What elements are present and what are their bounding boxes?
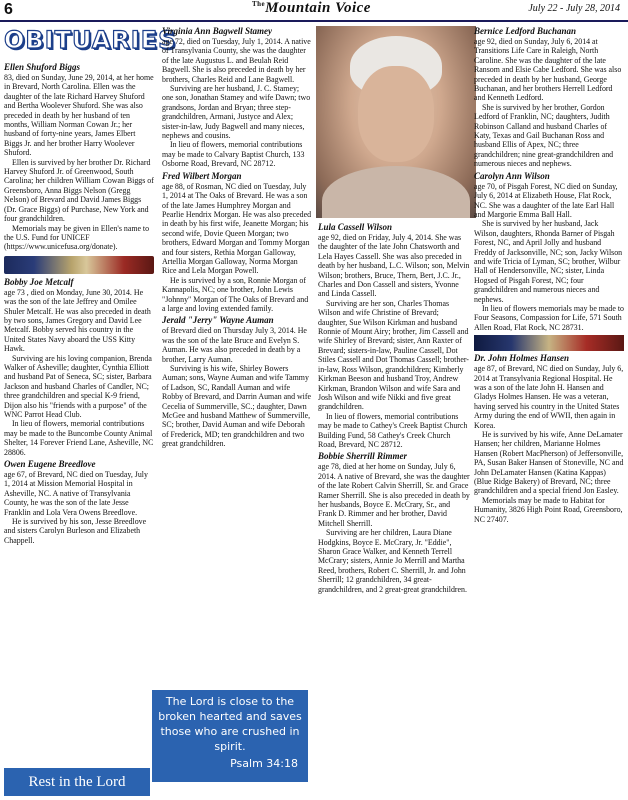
obit-text: Surviving are his loving companion, Brenda Walker of Asheville; daughter, Cynthia Elliott and husband Pat of Seneca, SC; sister, Barbara Jackson and husband Charles of Candler, NC; three grandchildren and special K-9 friend, Dijon also his "friends with a purpose" of the WNC Parrot Head Club. xyxy=(4,353,152,419)
rest-in-the-lord-banner: Rest in the Lord xyxy=(4,768,150,796)
scripture-text: The Lord is close to the broken hearted and saves those who are crushed in spirit. xyxy=(158,695,302,753)
flag-image xyxy=(4,256,154,274)
page-number: 6 xyxy=(4,1,13,18)
masthead-prefix: The xyxy=(252,0,266,8)
masthead-title: Mountain Voice xyxy=(265,0,371,16)
obit-text: In lieu of flowers, memorial contributions may be made to the Buncombe County Animal Shelter, 14 Forever Friend Lane, Asheville, NC 28806. xyxy=(4,419,154,457)
obit-text: She is survived by her brother, Gordon Ledford of Franklin, NC; daughters, Judith Robinson Calland and husband Charles of Katy, Texas and Gail Buchanan Ross and husband Ellis of Apex, NC; three grandchildren; nine great-grandchildren and numerous nieces and nephews. xyxy=(474,102,614,169)
obit-name: Bernice Ledford Buchanan xyxy=(474,26,577,36)
flag-image xyxy=(474,335,624,351)
obit-text: Memorials may be given in Ellen's name to the U.S. Fund for UNICEF (https://www.unicefusa.org/donate). xyxy=(4,223,150,252)
obit-text: age 88, of Rosman, NC died on Tuesday, July 1, 2014 at The Oaks of Brevard. He was a son of the late James Humphrey Morgan and Pearlie Hendrix Morgan. He was also preceded in death by his first wife, Jeanette Morgan; his second wife, Dovie Queen Morgan; two brothers, Edward Morgan and Tommy Morgan and four sisters, Rethia Morgan Galloway, Artellia Morgan Galloway, Norma Morgan Rice and Lela Morgan Powell. xyxy=(162,181,312,276)
obit-name: Fred Wilbert Morgan xyxy=(162,170,242,181)
obit-name: Ellen Shuford Biggs xyxy=(4,62,81,72)
column-4 xyxy=(474,24,624,524)
obit-text: age 73 , died on Monday, June 30, 2014. He was the son of the late Jeffrey and Omilee Shuler Metcalf. He was also preceded in death by two sons, James Gregory and David Lee Metcalf. Bobby served his country in the United States Navy aboard the USS Kitty Hawk. xyxy=(4,287,151,354)
obit-text: Surviving are her husband, J. C. Stamey; one son, Jonathan Stamey and wife Dawn; two grandsons, Jordan and Bryan; three step-grandchildren, Armani, Justyce and Alex; sister-in-law, Judy Bagwell and many nieces, nephews and cousins. xyxy=(162,84,311,141)
obit-text: Surviving are her children, Laura Diane Hodgkins, Boyce E. McCrary, Jr. "Eddie", Sharon Grace Walker, and Kenneth Terrell McCrary; sisters, Annie Jo Merrill and Martha Reed, brothers, Robert C. Sherrill, Jr. and John Sherrill; 12 grandchildren, 34 great-grandchildren, and 2 great-great grandchildren. xyxy=(318,528,467,594)
photo-caption: Lula Cassell Wilson xyxy=(318,222,393,232)
issue-date: July 22 - July 28, 2014 xyxy=(528,3,620,14)
obit-text: He is survived by his son, Jesse Breedlove and sisters Carolyn Burleson and Elizabeth Chappell. xyxy=(4,517,147,545)
obit-text: Surviving are her son, Charles Thomas Wilson and wife Christine of Brevard; daughter, Sue Wilson Kirkman and husband Ronnie of Mount Airy; brother, Jim Cassell and wife Shirley of Brevard; sister, Ann Raxter of Brevard; sisters-in-law, Pauline Cassell, Dot Stiles Cassell and Dot Thomas Cassell; brother-in-law, Ross Wilson, grandchildren; Kimberly Kirkman Beeson and husband Troy, Andrew Kirkman, Brandon Wilson and wife Sara and Josh Wilson and wife Nikki and five great grandchildren. xyxy=(318,298,469,412)
obit-name: Virginia Ann Bagwell Stamey xyxy=(162,26,272,36)
obit-text: In lieu of flowers, memorial contributions may be made to Cathey's Creek Baptist Church Building Fund, 58 Cathey's Creek Church Road, Brevard, NC 28712. xyxy=(318,411,468,449)
obit-text: age 92, died on Friday, July 4, 2014. She was the daughter of the late John Chatsworth and Lela Hayes Cassell. She was also preceded in death by her husband, L.C. Wilson; son, Melvin Wilson; brothers, Bruce, Thern, Bert, J.C. Jr., Charles and Don Cassell and sisters, Yvonne and Linda Cassell. xyxy=(318,233,470,299)
scripture-box xyxy=(152,690,308,782)
obit-text: Ellen is survived by her brother Dr. Richard Harvey Shuford Jr. of Greenwood, South Carolina; her children William Cowan Biggs of Greensboro, Anna Biggs Nelson (Gregg Nelson) of Brevard and David James Biggs (Dr. Grace Biggs) of Purchase, New York and four grandchildren. xyxy=(4,157,154,224)
obituaries-banner: OBITUARIES xyxy=(4,26,177,54)
masthead xyxy=(252,0,371,17)
obit-text: age 72, died on Tuesday, July 1, 2014. A native of Transylvania County, she was the daughter of the late Augustus L. and Beulah Reid Bagwell. She is also preceded in death by her brothers, Charles Reid and Lane Bagwell. xyxy=(162,37,311,84)
obit-text: Memorials may be made to Habitat for Humanity, 3826 High Point Road, Greensboro, NC 27407. xyxy=(474,495,623,524)
obit-text: She is survived by her husband, Jack Wilson, daughters, Rhonda Barner of Pisgah Forest, NC, and April Jolly and husband Freddy of Jacksonville, NC; son, Jacky Wilson and wife Tricia of Lyman, SC; brother, Wilbur Hall of Hendersonville, NC; sister, Linda Hogsed of Pisgah Forest, NC; four grandchildren and numerous nieces and nephews. xyxy=(474,219,623,304)
scripture-reference: Psalm 34:18 xyxy=(230,757,298,770)
obit-text: In lieu of flowers, memorial contributions may be made to Calvary Baptist Church, 133 Osborne Road, Brevard, NC 28712. xyxy=(162,140,305,169)
column-1 xyxy=(4,24,177,545)
obit-name: Bobbie Sherrill Rimmer xyxy=(318,451,408,462)
obit-name: Carolyn Ann Wilson xyxy=(474,170,550,181)
page-header xyxy=(0,0,628,22)
obit-text: of Brevard died on Thursday July 3, 2014. He was the son of the late Bruce and Evelyn S. Auman. He was also preceded in death by a brother, Larry Auman. xyxy=(162,326,307,364)
obit-text: He is survived by a son, Ronnie Morgan of Kannapolis, NC; one brother, John Lewis "Johnny" Morgan of The Oaks of Brevard and a large and loving extended family. xyxy=(162,275,309,313)
column-2 xyxy=(162,24,312,449)
obit-name: Jerald "Jerry" Wayne Auman xyxy=(162,315,274,326)
obit-text: Surviving is his wife, Shirley Bowers Auman; sons, Wayne Auman and wife Tammy of Ladson, SC, Randall Auman and wife Robby of Brevard, and Darrin Auman and wife Cecelia of Summerville, SC.; daughter, Dawn McGee and husband Matthew of Summerville, SC; brother, David Auman and wife Deborah of Frederick, MD; ten grandchildren and two great grandchildren. xyxy=(162,364,312,449)
obit-text: In lieu of flowers memorials may be made to Four Seasons, Compassion for Life, 571 South Allen Road, Flat Rock, NC 28731. xyxy=(474,303,624,332)
obit-text: He is survived by his wife, Anne DeLamater Hansen; her children, Marianne Holmes Hansen (Robert MacPherson) of Jeffersonville, PA, Susan Baker Hansen of Stoneville, NC and John DeLamater Hansen (Katina Kappas) (Blue Ridge Bakery) of Brevard, NC; three grandchildren and a special friend Jon Easley. xyxy=(474,430,624,496)
obit-text: age 70, of Pisgah Forest, NC died on Sunday, July 6, 2014 at Elizabeth House, Flat Rock, NC. She was a daughter of the late Earl Hall and Margorie Emma Ball Hall. xyxy=(474,181,618,219)
portrait-photo xyxy=(316,26,476,218)
portrait-face xyxy=(358,66,434,162)
obit-text: age 67, of Brevard, NC died on Tuesday, July 1, 2014 at Mission Memorial Hospital in Asheville, NC. A native of Transylvania County, he was the son of the late Jesse Franklin and Lola Vera Owens Breedlove. xyxy=(4,470,148,517)
column-3 xyxy=(318,220,470,594)
obit-name: Owen Eugene Breedlove xyxy=(4,459,96,470)
obit-text: age 87, of Brevard, NC died on Sunday, July 6, 2014 at Transylvania Regional Hospital. He was a son of the late John H. Hansen and Gladys Holmes Hansen. He was a veteran, having served his country in the United States Army during the end of WWII, then again in Korea. xyxy=(474,364,624,430)
obit-text: 83, died on Sunday, June 29, 2014, at her home in Brevard, North Carolina. Ellen was the daughter of the late Richard Harvey Shuford and Bertha Woolever Shuford. She was also preceded in death by her husband of ten months, William Norman Cowan Jr.; her husband of forty-nine years, James Elbert Biggs Jr. and her brother Harry Woolever Shuford. xyxy=(4,73,154,158)
obit-text: age 92, died on Sunday, July 6, 2014 at Transitions Life Care in Raleigh, North Caroline. She was the daughter of the late Ransom and Elsie Cabe Ledford. She was also preceded in death by her husband, George Buchanan, and her brothers Herrell Ledford and Kenneth Ledford. xyxy=(474,37,622,103)
obit-text: age 78, died at her home on Sunday, July 6, 2014. A native of Brevard, she was the daughter of the late Robert Calvin Sherrill, Sr. and Grace Ramer Sherrill. She is also preceded in death by her husbands, Boyce E. McCrary, Sr., and Frank D. Rimmer and her brother, David Mitchell Sherrill. xyxy=(318,462,470,528)
obit-name: Dr. John Holmes Hansen xyxy=(474,353,570,364)
obit-name: Bobby Joe Metcalf xyxy=(4,276,74,287)
portrait-shoulders xyxy=(322,166,470,218)
